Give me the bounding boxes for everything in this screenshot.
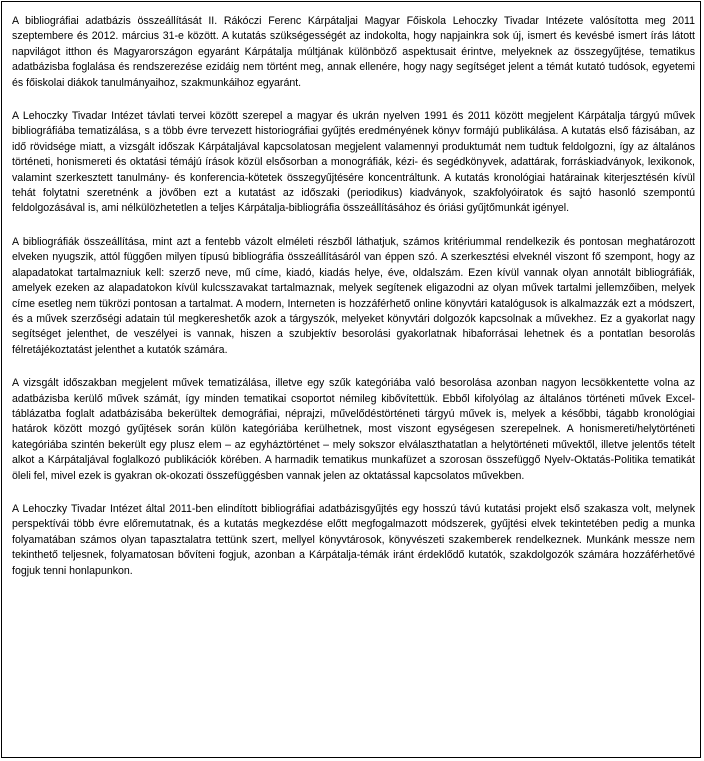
- paragraph-project-outlook: A Lehoczky Tivadar Intézet által 2011-ben elindított bibliográfiai adatbázisgyűjtés egy hosszú távú kutatási projekt első szakasza volt, melynek perspektívái több évre előremutatnak, és a kutatás megkezdése előtt megfogalmazott módszerek, gyűjtési elvek tekintetében pedig a munka folyamatában számos olyan tapasztalatra tettünk szert, mellyel könyvtárosok, könyvészeti szakemberek rendelkeznek. Munkánk messze nem tekinthető teljesnek, folyamatosan bővíteni fogjuk, azonban a Kárpátalja-témák iránt érdeklődő kutatók, szakdolgozók számára hozzáférhetővé fogjuk tenni honlapunkon.: [12, 502, 695, 577]
- document-body: [12, 14, 695, 597]
- document-frame: [1, 1, 701, 758]
- paragraph-institute-plans: A Lehoczky Tivadar Intézet távlati tervei között szerepel a magyar és ukrán nyelven 1991 és 2011 között megjelent Kárpátalja tárgyú művek bibliográfiába tematizálása, s a több évre tervezett historiográfiai gyűjtés eredményének könyv formájú publikálása. A kutatás első fázisában, az idő rövidsége miatt, a vizsgált időszak Kárpátaljával kapcsolatosan megjelent valamennyi produktumát nem tudtuk feldolgozni, így az általános történeti, honismereti és oktatási témájú írások közül elsősorban a monográfiák, kézi- és segédkönyvek, adattárak, forráskiadványok, lexikonok, valamint szerkesztett tanulmány- és konferencia-kötetek összegyűjtésére koncentráltunk. A kutatás kronológiai határainak kiterjesztésén kívül tehát folytatni szeretnénk a jövőben ezt a kutatást az időszaki (periodikus) kiadványok, szakfolyóiratok és sajtó hasonló szempontú feldolgozásával is, ami nélkülözhetetlen a teljes Kárpátalja-bibliográfia összeállításához és óriási gyűjtőmunkát igényel.: [12, 110, 695, 215]
- paragraph-intro: A bibliográfiai adatbázis összeállítását II. Rákóczi Ferenc Kárpátaljai Magyar Főiskola Lehoczky Tivadar Intézete valósította meg 2011 szeptembere és 2012. március 31-e között. A kutatás szükségességét az indokolta, hogy napjainkra sok új, ismert és kevésbé ismert írás látott napvilágot itthon és Magyarországon egyaránt Kárpátalja múltjának különböző aspektusait érintve, melyeknek az összegyűjtése, tematikus adatbázisba foglalása és rendszerezése ezidáig nem történt meg, annak ellenére, hogy nagy segítséget jelent a témát kutató tudósok, egyetemi és főiskolai diákok tanulmányaihoz, szakmunkáihoz egyaránt.: [12, 15, 695, 89]
- paragraph-bibliography-principles: A bibliográfiák összeállítása, mint azt a fentebb vázolt elméleti részből láthatjuk, számos kritériummal rendelkezik és pontosan meghatározott elveken nyugszik, attól függően milyen típusú bibliográfia összeállításáról van éppen szó. A szerkesztési elveknél viszont fő szempont, hogy az alapadatokat tartalmazniuk kell: szerző neve, mű címe, kiadó, kiadás helye, éve, oldalszám. Ezen kívül vannak olyan annotált bibliográfiák, amelyek ezeken az alapadatokon kívül kulcsszavakat tartalmaznak, melyek segítenek eligazodni az olyan művek tartalmi jellemzőiben, melyek címe esetleg nem tükrözi pontosan a tartalmat. A modern, Interneten is hozzáférhető online könyvtári katalógusok is alkalmazzák ezt a módszert, és a művek szerzőségi adatain túl megkereshetők azok a tárgyszók, melyeket könyvtári dolgozók kapcsolnak a művekhez. Ez a gyakorlat nagy segítséget jelenthet, de veszélyei is vannak, hiszen a szubjektív besorolási gyakorlatnak hibaforrásai lehetnek és a pontatlan besorolás félretájékoztatást jelenthet a kutatók számára.: [12, 235, 695, 356]
- paragraph-thematization: A vizsgált időszakban megjelent művek tematizálása, illetve egy szűk kategóriába való besorolása azonban nagyon lecsökkentette volna az adatbázisba kerülő művek számát, így minden tematikai csoportot némileg kibővítettük. Ebből kifolyólag az általános történeti művek Excel-táblázatba foglalt adatbázisába bekerültek demográfiai, néprajzi, művelődéstörténeti tárgyú művek is, melyek a későbbi, tágabb kronológiai határok között mozgó gyűjtések során külön kategóriába kerülhetnek, most viszont egységesen szerepelnek. A honismereti/helytörténeti kategóriába szintén bekerült egy plusz elem – az egyháztörténet – mely sokszor elválaszthatatlan a helytörténeti művektől, illetve jelentős tételt alkot a Kárpátaljával foglalkozó publikációk körében. A harmadik tematikus munkafüzet a szorosan összefüggő Nyelv-Oktatás-Politika tematikát öleli fel, mivel ezek is gyakran ok-okozati összefüggésben vannak jelen az oktatással kapcsolatos művekben.: [12, 377, 695, 482]
